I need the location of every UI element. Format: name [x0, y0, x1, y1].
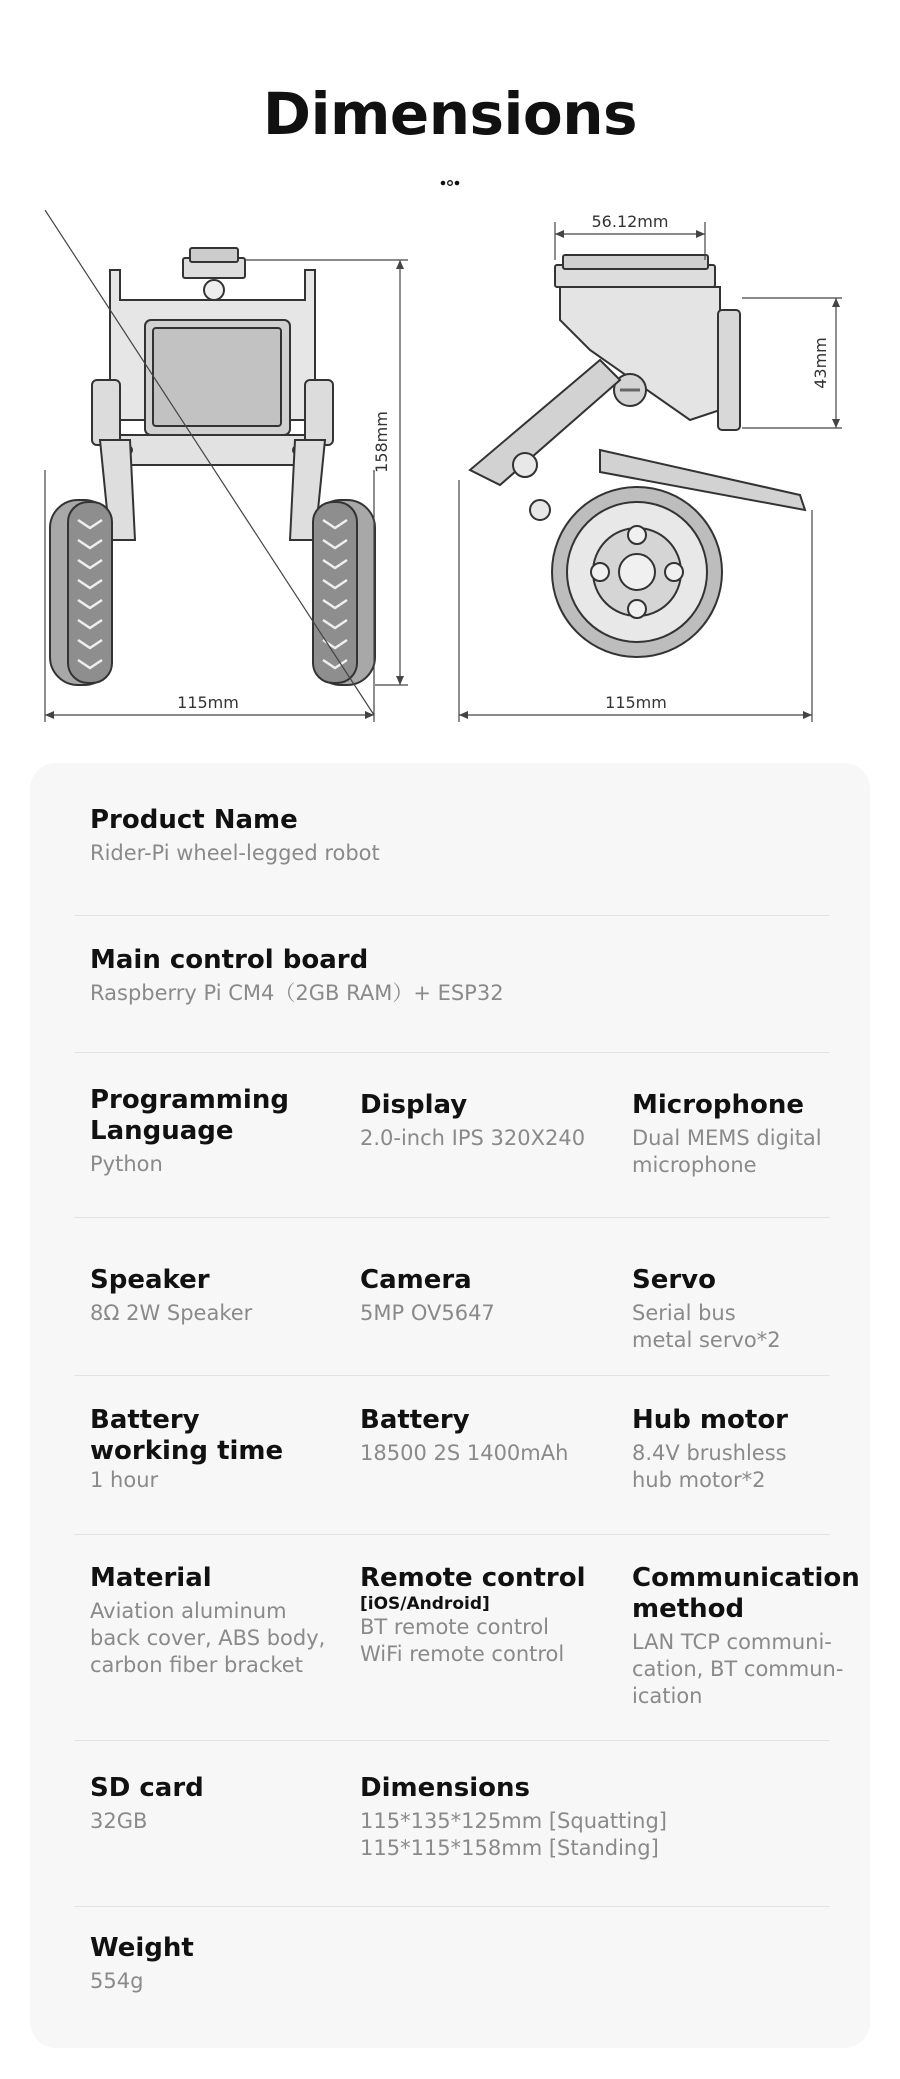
divider	[74, 915, 830, 916]
divider	[74, 1534, 830, 1535]
spec-value: 18500 2S 1400mAh	[360, 1441, 569, 1465]
spec-battery-time	[90, 1405, 283, 1494]
spec-label: Programming	[90, 1085, 289, 1115]
spec-label: Camera	[360, 1265, 472, 1295]
spec-value: ication	[632, 1684, 703, 1708]
side-width-label: 115mm	[605, 693, 667, 712]
spec-remote-control	[360, 1563, 586, 1668]
spec-value: Rider-Pi wheel-legged robot	[90, 841, 380, 865]
spec-label: Remote control	[360, 1563, 586, 1593]
spec-value: Raspberry Pi CM4（2GB RAM）+ ESP32	[90, 981, 504, 1005]
divider	[74, 1740, 830, 1741]
spec-value: 8Ω 2W Speaker	[90, 1301, 253, 1325]
side-view-drawing	[470, 255, 805, 657]
spec-card	[30, 763, 870, 2048]
spec-communication	[632, 1563, 860, 1710]
spec-value: carbon fiber bracket	[90, 1653, 303, 1677]
spec-value: microphone	[632, 1153, 757, 1177]
page-title: Dimensions	[262, 80, 638, 148]
front-height-label: 158mm	[372, 411, 391, 473]
spec-label: Main control board	[90, 945, 369, 975]
spec-value: BT remote control	[360, 1615, 549, 1639]
spec-sublabel: [iOS/Android]	[360, 1594, 490, 1614]
spec-value: Dual MEMS digital	[632, 1126, 822, 1150]
spec-camera	[360, 1265, 495, 1327]
spec-microphone	[632, 1090, 862, 1179]
spec-value: Python	[90, 1152, 163, 1176]
spec-servo	[632, 1265, 781, 1354]
decorative-dots	[437, 178, 467, 188]
side-right-label: 43mm	[811, 337, 830, 389]
spec-label: Language	[90, 1116, 234, 1146]
spec-value: 32GB	[90, 1809, 148, 1833]
spec-label: Hub motor	[632, 1405, 788, 1435]
spec-value: WiFi remote control	[360, 1642, 565, 1666]
spec-value: metal servo*2	[632, 1328, 781, 1352]
spec-speaker	[90, 1265, 252, 1327]
spec-label: SD card	[90, 1773, 204, 1803]
spec-label: Speaker	[90, 1265, 210, 1295]
spec-value: cation, BT commun-	[632, 1657, 844, 1681]
spec-label: Battery	[90, 1405, 200, 1435]
spec-value: hub motor*2	[632, 1468, 766, 1492]
spec-value: 115*135*125mm [Squatting]	[360, 1809, 668, 1833]
spec-value: back cover, ABS body,	[90, 1626, 326, 1650]
spec-value: 5MP OV5647	[360, 1301, 495, 1325]
spec-main-board	[90, 945, 504, 1007]
spec-label: Microphone	[632, 1090, 805, 1120]
spec-value: Serial bus	[632, 1301, 736, 1325]
spec-value: 115*115*158mm [Standing]	[360, 1836, 659, 1860]
spec-label: Battery	[360, 1405, 470, 1435]
divider	[74, 1217, 830, 1218]
divider	[74, 1906, 830, 1907]
spec-label: Communication	[632, 1563, 860, 1593]
spec-label: working time	[90, 1436, 284, 1466]
spec-value: 8.4V brushless	[632, 1441, 787, 1465]
spec-hub-motor	[632, 1405, 788, 1494]
spec-product-name	[90, 805, 380, 867]
dimension-drawings	[0, 210, 900, 730]
spec-label: method	[632, 1594, 745, 1624]
divider	[74, 1375, 830, 1376]
spec-label: Display	[360, 1090, 468, 1120]
spec-value: LAN TCP communi-	[632, 1630, 832, 1654]
spec-value: 554g	[90, 1969, 144, 1993]
spec-label: Material	[90, 1563, 212, 1593]
spec-material	[90, 1563, 325, 1679]
spec-label: Servo	[632, 1265, 716, 1295]
front-width-label: 115mm	[177, 693, 239, 712]
spec-value: 2.0-inch IPS 320X240	[360, 1126, 586, 1150]
spec-battery	[360, 1405, 568, 1467]
spec-label: Weight	[90, 1933, 194, 1963]
side-top-label: 56.12mm	[591, 212, 669, 231]
spec-programming	[90, 1085, 340, 1178]
spec-display	[360, 1090, 600, 1152]
spec-label: Product Name	[90, 805, 298, 835]
divider	[74, 1052, 830, 1053]
spec-value: Aviation aluminum	[90, 1599, 287, 1623]
spec-weight	[90, 1933, 194, 1995]
spec-dimensions	[360, 1773, 667, 1862]
spec-sd-card	[90, 1773, 204, 1835]
spec-label: Dimensions	[360, 1773, 530, 1803]
spec-value: 1 hour	[90, 1468, 159, 1492]
